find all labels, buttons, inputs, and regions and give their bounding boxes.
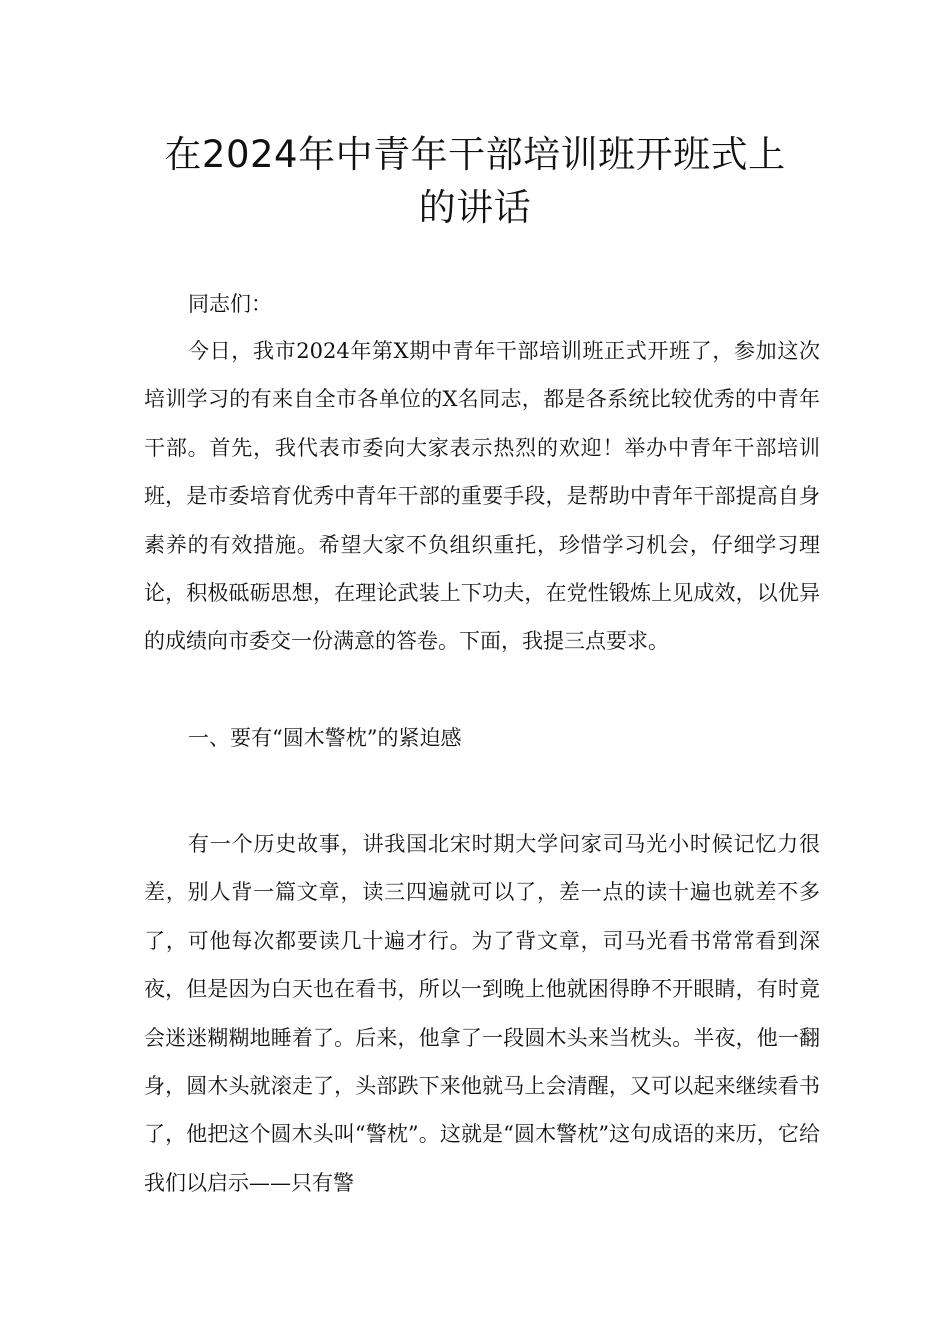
title-line-2: 的讲话 [418, 186, 532, 229]
title-line-1: 在2024年中青年干部培训班开班式上 [164, 133, 786, 176]
salutation: 同志们： [188, 292, 272, 316]
paragraph-opening: 今日，我市2024年第X期中青年干部培训班正式开班了，参加这次培训学习的有来自全市各单位的X名同志，都是各系统比较优秀的中青年干部。首先，我代表市委向大家表示热烈的欢迎！举办中青年干部培训班，是市委培育优秀中青年干部的重要手段，是帮助中青年干部提高自身素养的有效措施。希望大家不负组织重托，珍惜学习机会，仔细学习理论，积极砥砺思想，在理论武装上下功夫，在党性锻炼上见成效，以优异的成绩向市委交一份满意的答卷。下面，我提三点要求。 [144, 339, 820, 654]
section-heading-1: 一、要有“圆木警枕”的紧迫感 [188, 726, 462, 750]
paragraph-story: 有一个历史故事，讲我国北宋时期大学问家司马光小时候记忆力很差，别人背一篇文章，读三四遍就可以了，差一点的读十遍也就差不多了，可他每次都要读几十遍才行。为了背文章，司马光看书常常看到深夜，但是因为白天也在看书，所以一到晚上他就困得睁不开眼睛，有时竟会迷迷糊糊地睡着了。后来，他拿了一段圆木头来当枕头。半夜，他一翻身，圆木头就滚走了，头部跌下来他就马上会清醒，又可以起来继续看书了，他把这个圆木头叫“警枕”。这就是“圆木警枕”这句成语的来历，它给我们以启示——只有警 [144, 832, 820, 1195]
document-title [145, 128, 805, 234]
